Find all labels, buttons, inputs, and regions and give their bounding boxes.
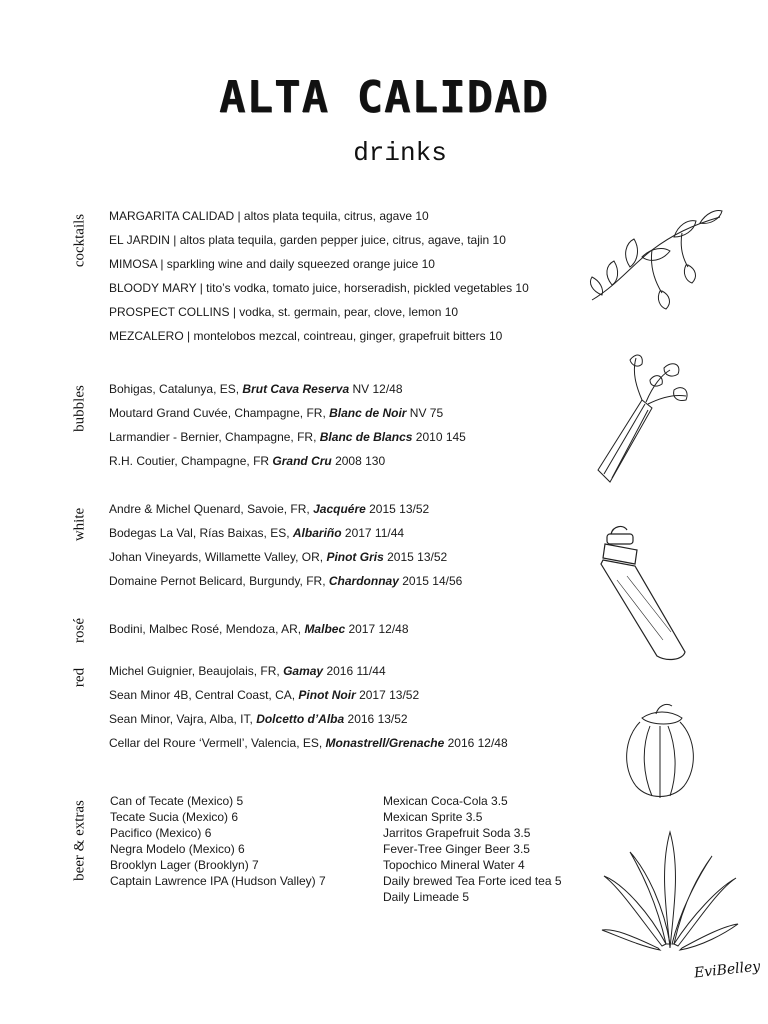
extras-item: Mexican Sprite 3.5 [383,810,483,824]
beer-item: Negra Modelo (Mexico) 6 [110,842,245,856]
wine-varietal: Albariño [292,526,342,540]
wine-producer: Bodini, Malbec Rosé, Mendoza, AR, [109,622,305,636]
extras-item: Topochico Mineral Water 4 [383,858,525,872]
section-label-red: red [71,667,88,688]
wine-item [109,454,385,468]
wine-varietal: Dolcetto d’Alba [256,712,345,726]
beer-item: Can of Tecate (Mexico) 5 [110,794,244,808]
section-label-cocktails: cocktails [71,213,88,268]
wine-vintage-price: NV 12/48 [349,382,403,396]
wine-vintage-price: 2016 11/44 [323,664,386,678]
wine-vintage-price: NV 75 [406,406,444,420]
cocktail-item: MEZCALERO | montelobos mezcal, cointreau, ginger, grapefruit bitters 10 [109,329,503,343]
wine-producer: Sean Minor, Vajra, Alba, IT, [109,712,257,726]
wine-producer: Bohigas, Catalunya, ES, [109,382,243,396]
wine-varietal: Jacquére [313,502,366,516]
wine-varietal: Malbec [304,622,346,636]
extras-item: Fever-Tree Ginger Beer 3.5 [383,842,530,856]
beer-list [110,793,326,889]
extras-item: Jarritos Grapefruit Soda 3.5 [383,826,531,840]
wine-producer: Cellar del Roure ‘Vermell’, Valencia, ES, [109,736,326,750]
wine-producer: Sean Minor 4B, Central Coast, CA, [109,688,299,702]
wine-vintage-price: 2016 12/48 [444,736,508,750]
cocktail-item: MARGARITA CALIDAD | altos plata tequila, citrus, agave 10 [109,209,429,223]
wine-item [109,712,408,726]
wine-varietal: Chardonnay [328,574,399,588]
wine-producer: Larmandier - Bernier, Champagne, FR, [109,430,320,444]
menu-subtitle: drinks [353,138,447,168]
wine-item [109,502,429,516]
extras-item: Daily brewed Tea Forte iced tea 5 [383,874,562,888]
beer-item: Tecate Sucia (Mexico) 6 [110,810,239,824]
wine-varietal: Pinot Gris [326,550,384,564]
cocktail-item: BLOODY MARY | tito’s vodka, tomato juice, horseradish, pickled vegetables 10 [109,281,529,295]
wine-item [109,688,419,702]
wine-item [109,526,404,540]
wine-item [109,736,508,750]
menu-title: ALTA CALIDAD [219,72,549,123]
wine-vintage-price: 2017 13/52 [355,688,420,702]
section-label-rose: rosé [71,618,88,643]
wine-vintage-price: 2008 130 [331,454,386,468]
wine-vintage-price: 2015 13/52 [365,502,430,516]
wine-varietal: Monastrell/Grenache [325,736,445,750]
beer-item: Brooklyn Lager (Brooklyn) 7 [110,858,259,872]
wine-producer: Andre & Michel Quenard, Savoie, FR, [109,502,314,516]
habanero-pepper-illustration [620,698,700,803]
cocktail-item: PROSPECT COLLINS | vodka, st. germain, pear, clove, lemon 10 [109,305,459,319]
wine-item [109,664,386,678]
wine-producer: Domaine Pernot Belicard, Burgundy, FR, [109,574,329,588]
extras-item: Daily Limeade 5 [383,890,470,904]
cocktail-item: MIMOSA | sparkling wine and daily squeezed orange juice 10 [109,257,435,271]
cocktail-shaker-illustration [597,520,692,665]
section-label-beer-extras: beer & extras [71,800,88,881]
wine-producer: R.H. Coutier, Champagne, FR [109,454,273,468]
wine-varietal: Pinot Noir [298,688,356,702]
extras-list [383,793,562,905]
pepper-plant-illustration [582,205,727,310]
wine-vintage-price: 2017 11/44 [341,526,405,540]
wine-producer: Michel Guignier, Beaujolais, FR, [109,664,284,678]
section-label-white: white [71,507,88,542]
wine-varietal: Blanc de Blancs [319,430,413,444]
wine-vintage-price: 2016 13/52 [344,712,408,726]
wine-item [109,550,447,564]
agave-illustration [600,828,740,953]
wine-varietal: Blanc de Noir [329,406,407,420]
wine-varietal: Gamay [283,664,324,678]
wine-item [109,574,462,588]
wine-item [109,622,409,636]
wine-vintage-price: 2010 145 [412,430,466,444]
wine-vintage-price: 2017 12/48 [345,622,409,636]
beer-item: Captain Lawrence IPA (Hudson Valley) 7 [110,874,326,888]
wine-item [109,406,443,420]
artist-signature: EviBelley [693,958,761,982]
wine-vintage-price: 2015 14/56 [398,574,463,588]
wine-vintage-price: 2015 13/52 [383,550,448,564]
beer-item: Pacifico (Mexico) 6 [110,826,212,840]
wine-producer: Bodegas La Val, Rías Baixas, ES, [109,526,293,540]
section-label-bubbles: bubbles [71,385,88,432]
wine-item [109,382,403,396]
cocktail-item: EL JARDIN | altos plata tequila, garden pepper juice, citrus, agave, tajin 10 [109,233,506,247]
wine-producer: Johan Vineyards, Willamette Valley, OR, [109,550,327,564]
wine-varietal: Brut Cava Reserva [242,382,350,396]
celery-illustration [590,350,690,490]
wine-producer: Moutard Grand Cuvée, Champagne, FR, [109,406,330,420]
wine-item [109,430,466,444]
extras-item: Mexican Coca-Cola 3.5 [383,794,508,808]
wine-varietal: Grand Cru [272,454,332,468]
